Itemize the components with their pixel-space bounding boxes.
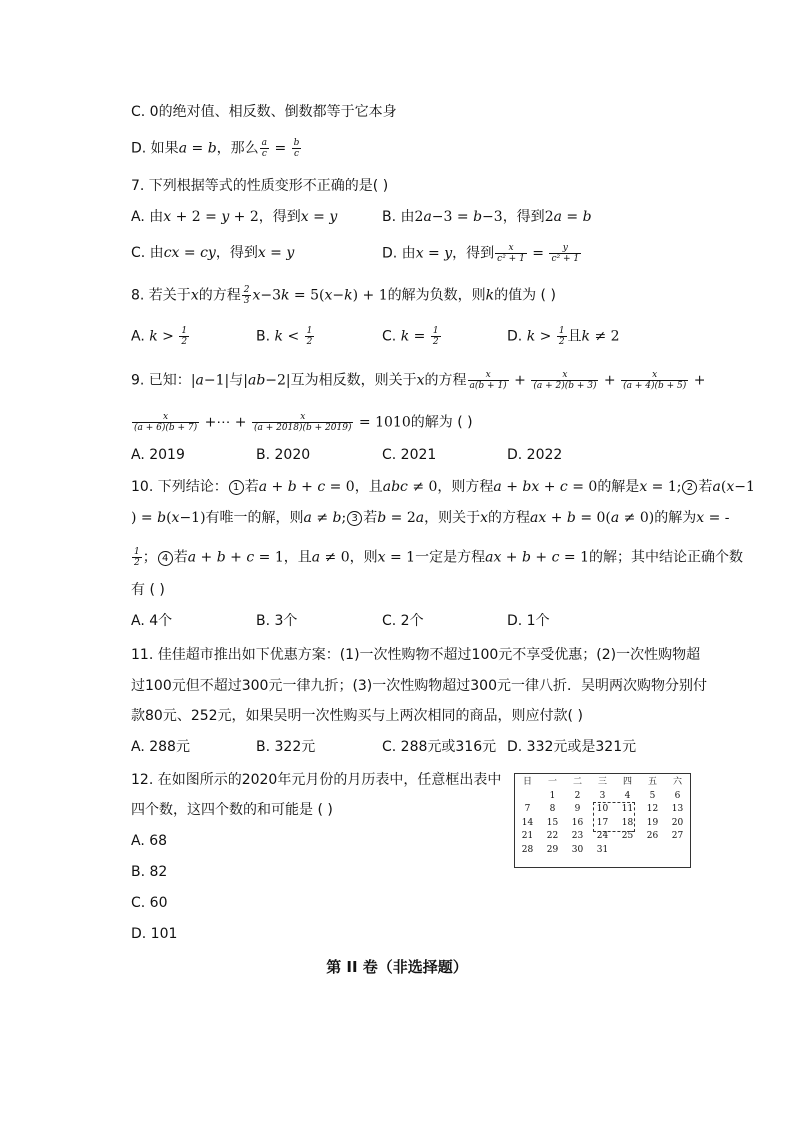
calendar-day-cell: 25	[621, 831, 634, 841]
q12-option-c: C. 60	[131, 895, 168, 911]
q8-option-a: A. k > $\frac{1}{2}$	[131, 326, 188, 347]
q7-stem: 7. 下列根据等式的性质变形不正确的是( )	[131, 178, 389, 194]
calendar-day-cell: 29	[546, 844, 559, 855]
q9-option-c: C. 2021	[382, 447, 437, 463]
q11-line2: 过100元但不超过300元一律九折；(3)一次性购物超过300元一律八折．吴明两次购物分别付	[131, 678, 707, 694]
q11-line3: 款80元、252元，如果吴明一次性购买与上两次相同的商品，则应付款( )	[131, 708, 583, 724]
calendar-day-cell: 6	[674, 790, 681, 801]
calendar-day-cell: 30	[571, 844, 584, 855]
q6-option-d: D. 如果a = b，那么 $\frac{a}{c}$ = $\frac{b}{c}$	[131, 138, 300, 159]
q8-option-c: C. k = $\frac{1}{2}$	[382, 326, 439, 347]
calendar-day-cell: 13	[671, 804, 684, 814]
calendar-header-cell: 三	[597, 777, 607, 787]
calendar-day-cell: 19	[646, 817, 659, 828]
q11-option-d: D. 332元或是321元	[507, 739, 637, 755]
q10-option-c: C. 2个	[382, 613, 424, 629]
calendar-selection-box	[593, 802, 635, 832]
q9-option-a: A. 2019	[131, 447, 185, 463]
calendar-figure	[514, 773, 691, 868]
calendar-day-cell: 5	[649, 790, 656, 801]
calendar-day-cell: 17	[596, 817, 609, 828]
calendar-day-cell: 31	[596, 844, 609, 855]
q11-option-b: B. 322元	[256, 739, 316, 755]
q10-option-b: B. 3个	[256, 613, 298, 629]
q11-option-c: C. 288元或316元	[382, 739, 497, 755]
q8-stem: 8. 若关于x的方程 $\frac{2}{3}$ x−3k = 5(x−k) + 1的解为负数，则k的值为 ( )	[131, 285, 556, 306]
q12-option-d: D. 101	[131, 926, 178, 942]
q8-option-b: B. k < $\frac{1}{2}$	[256, 326, 313, 347]
calendar-day-cell: 24	[596, 831, 609, 841]
calendar-day-cell	[665, 844, 690, 858]
q10-option-a: A. 4个	[131, 613, 173, 629]
q10-line1: 10. 下列结论： 1 若a + b + c = 0，且abc ≠ 0，则方程a + bx + c = 0的解是x = 1; 2 若a(x−1	[131, 479, 755, 495]
calendar-day-cell: 9	[574, 804, 581, 814]
q9-option-b: B. 2020	[256, 447, 311, 463]
q10-line4: 有 ( )	[131, 582, 165, 598]
calendar-day-cell: 1	[549, 790, 556, 801]
calendar-day-cell: 4	[624, 790, 631, 801]
calendar-day-cell: 3	[599, 790, 606, 801]
calendar-day-cell: 21	[521, 831, 534, 841]
calendar-day-cell: 14	[521, 817, 534, 828]
calendar-day-cell: 12	[646, 804, 659, 814]
calendar-day-cell	[515, 790, 540, 804]
q7-option-b: B. 由2a−3 = b−3，得到2a = b	[382, 209, 592, 225]
calendar-header-cell: 二	[572, 777, 582, 787]
q9-option-d: D. 2022	[507, 447, 563, 463]
q11-option-a: A. 288元	[131, 739, 190, 755]
calendar-header-cell: 四	[622, 777, 632, 787]
q7-option-a: A. 由x + 2 = y + 2，得到x = y	[131, 209, 338, 225]
calendar-day-cell: 28	[521, 844, 534, 855]
q10-line2: ) = b(x−1)有唯一的解，则a ≠ b; 3 若b = 2a，则关于x的方程ax + b = 0(a ≠ 0)的解为x = -	[131, 510, 730, 526]
q9-stem-line1: 9. 已知：|a−1|与|ab−2|互为相反数，则关于x的方程 $\frac{x}{a(b + 1)}$ + $\frac{x}{(a + 2)(b + 3)}$ + $\frac{x}{(a + 4)(b + 5)}$ +	[131, 370, 706, 391]
calendar-day-cell: 27	[671, 831, 684, 841]
q6-option-c: C. 0的绝对值、相反数、倒数都等于它本身	[131, 104, 397, 120]
q12-option-b: B. 82	[131, 864, 168, 880]
calendar-day-cell: 20	[671, 817, 684, 828]
calendar-day-cell: 16	[571, 817, 584, 828]
calendar-day-cell	[615, 844, 640, 858]
calendar-day-cell: 8	[549, 804, 556, 814]
calendar-day-cell: 22	[546, 831, 559, 841]
q7-option-c: C. 由cx = cy，得到x = y	[131, 245, 295, 261]
calendar-header-cell: 六	[672, 777, 682, 787]
calendar-day-cell: 23	[571, 831, 584, 841]
calendar-day-cell: 26	[646, 831, 659, 841]
section-title: 第 II 卷（非选择题）	[326, 958, 468, 976]
calendar-day-cell: 15	[546, 817, 559, 828]
calendar-day-cell: 2	[574, 790, 581, 801]
q8-option-d: D. k > $\frac{1}{2}$ 且k ≠ 2	[507, 326, 620, 347]
calendar-header-cell: 一	[547, 777, 557, 787]
q11-line1: 11. 佳佳超市推出如下优惠方案：(1)一次性购物不超过100元不享受优惠；(2)一次性购物超	[131, 647, 701, 663]
q10-option-d: D. 1个	[507, 613, 550, 629]
q12-line1: 12. 在如图所示的2020年元月份的月历表中，任意框出表中	[131, 772, 502, 788]
calendar-header-cell: 五	[647, 777, 657, 787]
q9-stem-line2: $\frac{x}{(a + 6)(b + 7)}$ +⋯ + $\frac{x}{(a + 2018)(b + 2019)}$ = 1010的解为 ( )	[134, 412, 473, 433]
q12-option-a: A. 68	[131, 833, 168, 849]
q10-line3: $\frac{1}{2}$ ； 4 若a + b + c = 1，且a ≠ 0，则x = 1一定是方程ax + b + c = 1的解；其中结论正确个数	[134, 547, 743, 568]
calendar-header-cell: 日	[522, 777, 532, 787]
calendar-day-cell: 18	[621, 817, 634, 828]
calendar-day-cell	[640, 844, 665, 858]
q7-option-d: D. 由x = y，得到 $\frac{x}{\text{c² + 1}}$ = $\frac{y}{\text{c² + 1}}$	[382, 243, 580, 264]
calendar-day-cell: 7	[524, 804, 531, 814]
calendar-day-cell: 11	[621, 804, 634, 814]
calendar-day-cell: 10	[596, 804, 609, 814]
q12-line2: 四个数，这四个数的和可能是 ( )	[131, 802, 333, 818]
